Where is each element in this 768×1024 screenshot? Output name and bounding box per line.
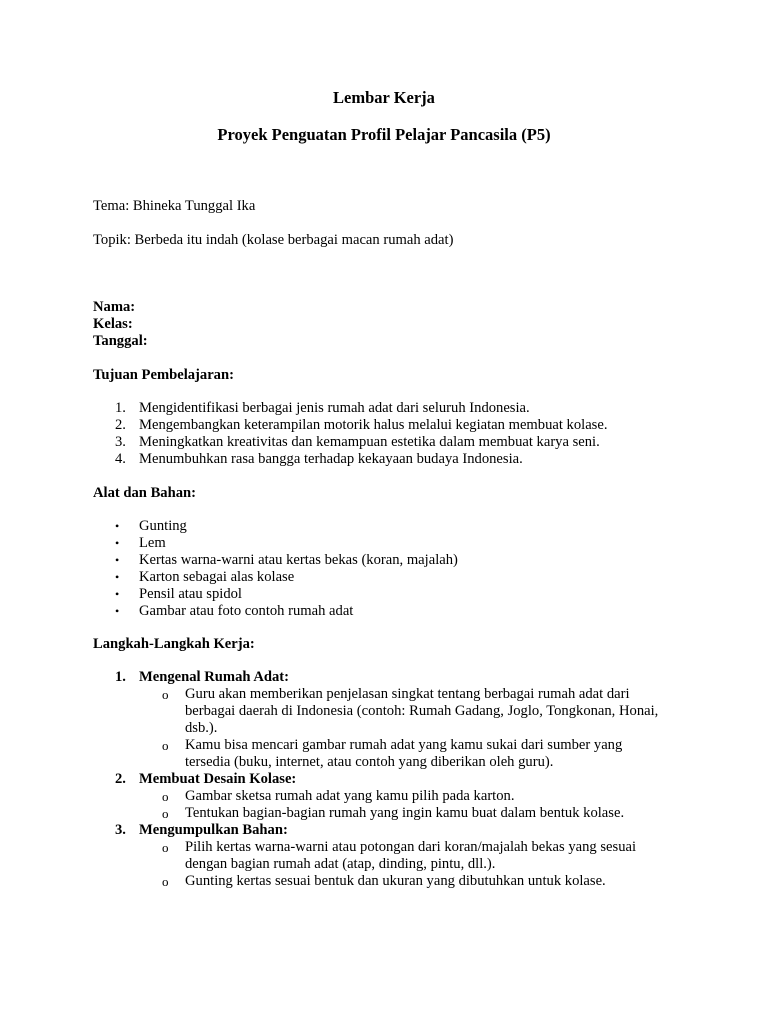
alat-heading: Alat dan Bahan: [93,485,196,501]
step-number: 3. [115,822,126,838]
sub-item-text: Kamu bisa mencari gambar rumah adat yang kamu sukai dari sumber yang tersedia (buku, internet, atau contoh yang diberikan oleh guru). [185,737,623,770]
circle-bullet-icon: o [162,840,169,855]
sub-item [139,686,665,737]
tujuan-list [93,400,607,468]
list-item-text: Kertas warna-warni atau kertas bekas (koran, majalah) [139,552,458,568]
list-number: 3. [115,434,126,450]
step-sublist [139,788,693,822]
tanggal-label: Tanggal: [93,333,148,349]
sub-item [139,788,665,805]
list-item [93,434,607,451]
list-number: 4. [115,451,126,467]
step-number: 2. [115,771,126,787]
sub-item [139,873,665,890]
sub-item [139,839,665,873]
document-title: Lembar Kerja [333,88,435,107]
list-item [93,569,458,586]
list-item-text: Karton sebagai alas kolase [139,569,295,585]
bullet-icon: • [115,536,120,550]
sub-item-text: Gambar sketsa rumah adat yang kamu pilih pada karton. [185,788,515,804]
step-item [93,822,693,890]
tujuan-heading: Tujuan Pembelajaran: [93,367,234,383]
sub-item [139,805,665,822]
list-item-text: Gunting [139,518,187,534]
step-sublist [139,839,693,890]
list-item-text: Pensil atau spidol [139,586,242,602]
list-item [93,518,458,535]
list-item-text: Menumbuhkan rasa bangga terhadap kekayaan budaya Indonesia. [139,451,523,467]
list-item [93,451,607,468]
circle-bullet-icon: o [162,687,169,702]
bullet-icon: • [115,519,120,533]
topik-line: Topik: Berbeda itu indah (kolase berbagai macan rumah adat) [93,232,454,248]
list-item-text: Mengidentifikasi berbagai jenis rumah adat dari seluruh Indonesia. [139,400,530,416]
list-item-text: Mengembangkan keterampilan motorik halus melalui kegiatan membuat kolase. [139,417,608,433]
list-item [93,535,458,552]
list-item [93,586,458,603]
langkah-heading: Langkah-Langkah Kerja: [93,636,255,652]
step-item [93,771,693,822]
alat-list [93,518,458,620]
list-item [93,400,607,417]
sub-item [139,737,665,771]
sub-item-text: Gunting kertas sesuai bentuk dan ukuran yang dibutuhkan untuk kolase. [185,873,606,889]
list-item-text: Lem [139,535,166,551]
document-subtitle: Proyek Penguatan Profil Pelajar Pancasila (P5) [217,125,551,144]
list-item [93,417,607,434]
bullet-icon: • [115,604,120,618]
kelas-label: Kelas: [93,316,133,332]
circle-bullet-icon: o [162,806,169,821]
langkah-list [93,669,693,890]
bullet-icon: • [115,570,120,584]
step-sublist [139,686,693,771]
list-item [93,552,458,569]
list-number: 1. [115,400,126,416]
bullet-icon: • [115,587,120,601]
bullet-icon: • [115,553,120,567]
list-item-text: Gambar atau foto contoh rumah adat [139,603,354,619]
list-item-text: Meningkatkan kreativitas dan kemampuan estetika dalam membuat karya seni. [139,434,600,450]
circle-bullet-icon: o [162,789,169,804]
circle-bullet-icon: o [162,738,169,753]
sub-item-text: Tentukan bagian-bagian rumah yang ingin kamu buat dalam bentuk kolase. [185,805,625,821]
nama-label: Nama: [93,299,136,315]
step-title: Mengumpulkan Bahan: [139,822,288,838]
tema-line: Tema: Bhineka Tunggal Ika [93,198,256,214]
step-title: Mengenal Rumah Adat: [139,669,289,685]
sub-item-text: Pilih kertas warna-warni atau potongan dari koran/majalah bekas yang sesuai dengan bagian rumah adat (atap, dinding, pintu, dll.). [185,839,637,872]
list-item [93,603,458,620]
step-item [93,669,693,771]
list-number: 2. [115,417,126,433]
circle-bullet-icon: o [162,874,169,889]
step-number: 1. [115,669,126,685]
step-title: Membuat Desain Kolase: [139,771,297,787]
sub-item-text: Guru akan memberikan penjelasan singkat tentang berbagai rumah adat dari berbagai daerah di Indonesia (contoh: Rumah Gadang, Joglo, Tongkonan, Honai, dsb.). [185,686,659,736]
